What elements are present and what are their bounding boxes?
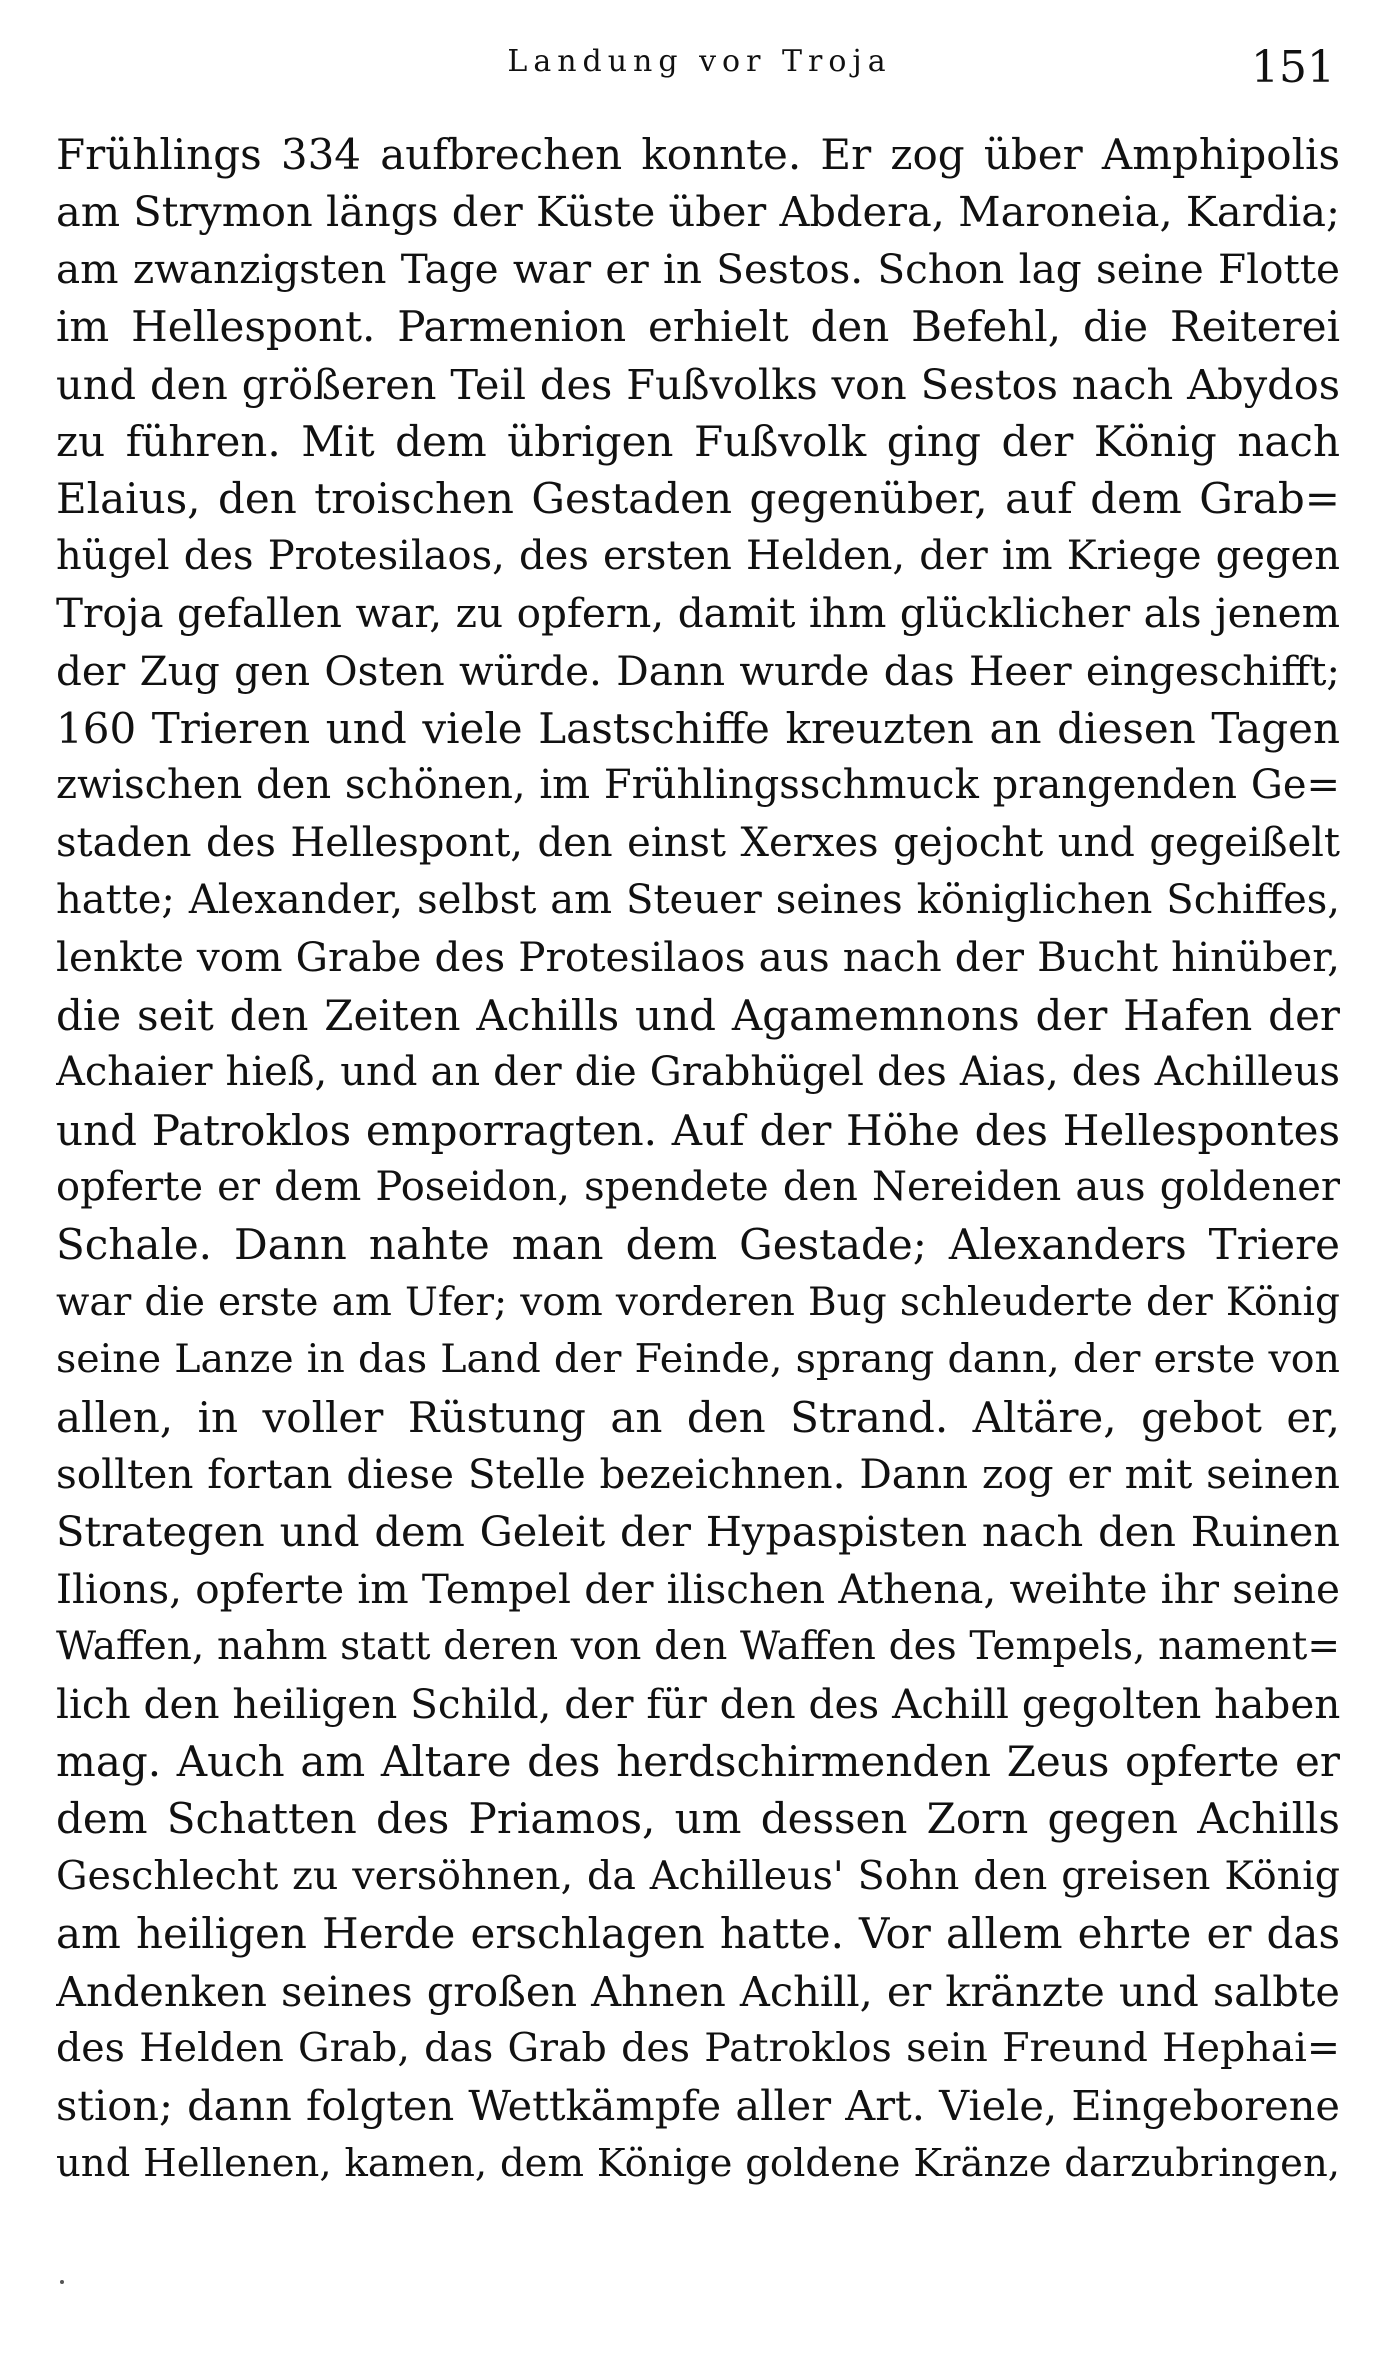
text-line: opferte er dem Poseidon, spendete den Nereiden aus goldener [56, 1164, 1340, 1211]
text-line: der Zug gen Osten würde. Dann wurde das Heer eingeschifft; [56, 646, 1340, 695]
text-line: mag. Auch am Altare des herdschirmenden Zeus opferte er [56, 1736, 1340, 1786]
text-line: des Helden Grab, das Grab des Patroklos sein Freund Hephai= [56, 2024, 1340, 2071]
text-line: Frühlings 334 aufbrechen konnte. Er zog über Amphipolis [56, 130, 1340, 179]
text-line: Ilions, opferte im Tempel der ilischen Athena, weihte ihr seine [56, 1564, 1340, 1613]
text-line: und Patroklos emporragten. Auf der Höhe des Hellespontes [56, 1105, 1340, 1155]
body-text [56, 126, 1340, 2192]
text-line: hügel des Protesilaos, des ersten Helden, der im Kriege gegen [56, 532, 1340, 579]
text-line: dem Schatten des Priamos, um dessen Zorn gegen Achills [56, 1794, 1340, 1844]
text-line: und den größeren Teil des Fußvolks von Sestos nach Abydos [56, 359, 1340, 409]
text-line: lich den heiligen Schild, der für den des Achill gegolten haben [56, 1679, 1340, 1728]
text-line: zu führen. Mit dem übrigen Fußvolk ging der König nach [56, 416, 1340, 466]
text-line: 160 Trieren und viele Lastschiffe kreuzten an diesen Tagen [56, 703, 1340, 753]
text-line: im Hellespont. Parmenion erhielt den Befehl, die Reiterei [56, 302, 1340, 352]
print-speck [60, 2280, 64, 2284]
text-line: Troja gefallen war, zu opfern, damit ihm glücklicher als jenem [56, 589, 1340, 638]
text-line: stion; dann folgten Wettkämpfe aller Art. Viele, Eingeborene [56, 2081, 1340, 2131]
text-line: lenkte vom Grabe des Protesilaos aus nach der Bucht hinüber, [56, 933, 1340, 982]
text-line: allen, in voller Rüstung an den Strand. Altäre, gebot er, [56, 1392, 1340, 1442]
page-number: 151 [1251, 42, 1335, 93]
text-line: Geschlecht zu versöhnen, da Achilleus' Sohn den greisen König [56, 1852, 1340, 1899]
text-line: und Hellenen, kamen, dem Könige goldene Kränze darzubringen, [56, 2140, 1340, 2186]
text-line: Elaius, den troischen Gestaden gegenüber, auf dem Grab= [56, 474, 1340, 524]
text-line: seine Lanze in das Land der Feinde, sprang dann, der erste von [56, 1336, 1340, 1383]
text-line: hatte; Alexander, selbst am Steuer seines königlichen Schiffes, [56, 877, 1340, 924]
text-line: zwischen den schönen, im Frühlingsschmuck prangenden Ge= [56, 762, 1340, 809]
text-line: Schale. Dann nahte man dem Gestade; Alexanders Triere [56, 1220, 1340, 1270]
text-line: Achaier hieß, und an der die Grabhügel des Aias, des Achilleus [56, 1049, 1340, 1096]
running-head: Landung vor Troja [507, 44, 892, 79]
text-line: Strategen und dem Geleit der Hypaspisten nach den Ruinen [56, 1507, 1340, 1557]
text-line: am zwanzigsten Tage war er in Sestos. Schon lag seine Flotte [56, 244, 1340, 293]
text-line: Waffen, nahm statt deren von den Waffen des Tempels, nament= [56, 1624, 1340, 1670]
text-line: die seit den Zeiten Achills und Agamemnons der Hafen der [56, 990, 1340, 1040]
text-line: am Strymon längs der Küste über Abdera, Maroneia, Kardia; [56, 187, 1340, 237]
text-line: staden des Hellespont, den einst Xerxes gejocht und gegeißelt [56, 819, 1340, 866]
text-line: sollten fortan diese Stelle bezeichnen. Dann zog er mit seinen [56, 1449, 1340, 1498]
text-line: war die erste am Ufer; vom vorderen Bug schleuderte der König [56, 1279, 1340, 1325]
text-line: Andenken seines großen Ahnen Achill, er kränzte und salbte [56, 1966, 1340, 2016]
text-line: am heiligen Herde erschlagen hatte. Vor allem ehrte er das [56, 1909, 1340, 1959]
